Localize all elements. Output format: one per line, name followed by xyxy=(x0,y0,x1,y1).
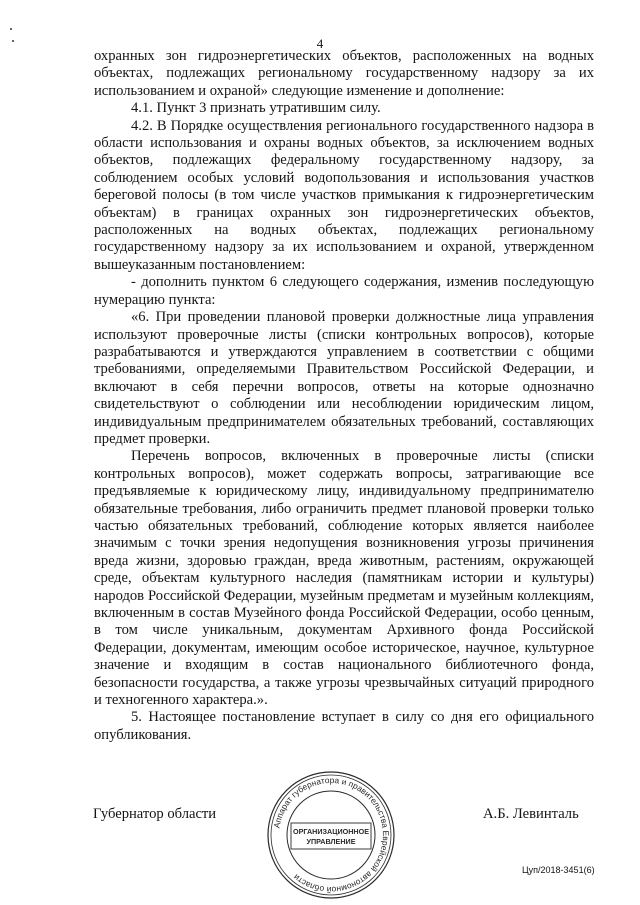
signer-position: Губернатор области xyxy=(93,806,217,822)
official-seal-stamp xyxy=(266,770,396,900)
signature-block xyxy=(0,770,640,905)
page-number: 4 xyxy=(316,36,324,51)
body-paragraph: 4.2. В Порядке осуществления регионального государственного надзора в области использования и охраны водных объектов, за исключением водных объектов, подлежащих федеральному государственному надзору, за соблюдением особых условий водопользования и использования участков береговой полосы (в том числе участков примыкания к гидроэнергетическим объектам) в границах охранных зон гидроэнергетических объектов, расположенных на водных объектах, подлежащих региональному государственному надзору за их использованием и охраной, утвержденном вышеуказанным постановлением: xyxy=(94,117,594,273)
svg-text:УПРАВЛЕНИЕ: УПРАВЛЕНИЕ xyxy=(306,837,356,846)
body-paragraph: Перечень вопросов, включенных в проверочные листы (списки контрольных вопросов), может содержать вопросы, затрагивающие все предъявляемые к юридическому лицу, индивидуальному предпринимателю обязательные требования, либо ограничить предмет плановой проверки только частью обязательных требований, соблюдение которых является наиболее значимым с точки зрения недопущения возникновения угрозы причинения вреда жизни, здоровью граждан, вреда животным, растениям, окружающей среде, объектам культурного наследия (памятникам истории и культуры) народов Российской Федерации, музейным предметам и музейным коллекциям, включенным в состав Музейного фонда Российской Федерации, особо ценным, в том числе уникальным, документам Архивного фонда Российской Федерации, документам, имеющим особое историческое, научное, культурное значение и входящим в состав национального библиотечного фонда, безопасности государства, а также угрозы чрезвычайных ситуаций природного и техногенного характера.». xyxy=(94,448,594,709)
body-paragraph: 5. Настоящее постановление вступает в силу со дня его официального опубликования. xyxy=(94,709,594,743)
document-code: Цуп/2018-3451(6) xyxy=(522,865,595,875)
svg-text:Аппарат губернатора и правител: Аппарат губернатора и правительства Еврейской автономной области xyxy=(271,774,392,896)
scan-speck xyxy=(10,28,12,30)
body-paragraph: охранных зон гидроэнергетических объектов, расположенных на водных объектах, подлежащих региональному государственному надзору за их использованием и охраной» следующие изменение и дополнение: xyxy=(94,48,594,99)
body-paragraph: 4.1. Пункт 3 признать утратившим силу. xyxy=(131,100,381,117)
body-paragraph: «6. При проведении плановой проверки должностные лица управления используют проверочные листы (списки контрольных вопросов), которые разрабатываются и утверждаются управлением в соответствии с общими требованиями, определяемыми Правительством Российской Федерации, и включают в себя перечни вопросов, ответы на которые однозначно свидетельствуют о соблюдении или несоблюдении юридическим лицом, индивидуальным предпринимателем обязательных требований, составляющих предмет проверки. xyxy=(94,309,594,447)
svg-text:ОРГАНИЗАЦИОННОЕ: ОРГАНИЗАЦИОННОЕ xyxy=(292,827,370,836)
document-body xyxy=(94,48,594,744)
body-paragraph: - дополнить пунктом 6 следующего содержания, изменив последующую нумерацию пункта: xyxy=(94,274,594,308)
signer-name: А.Б. Левинталь xyxy=(483,806,579,822)
scan-speck xyxy=(12,40,14,42)
